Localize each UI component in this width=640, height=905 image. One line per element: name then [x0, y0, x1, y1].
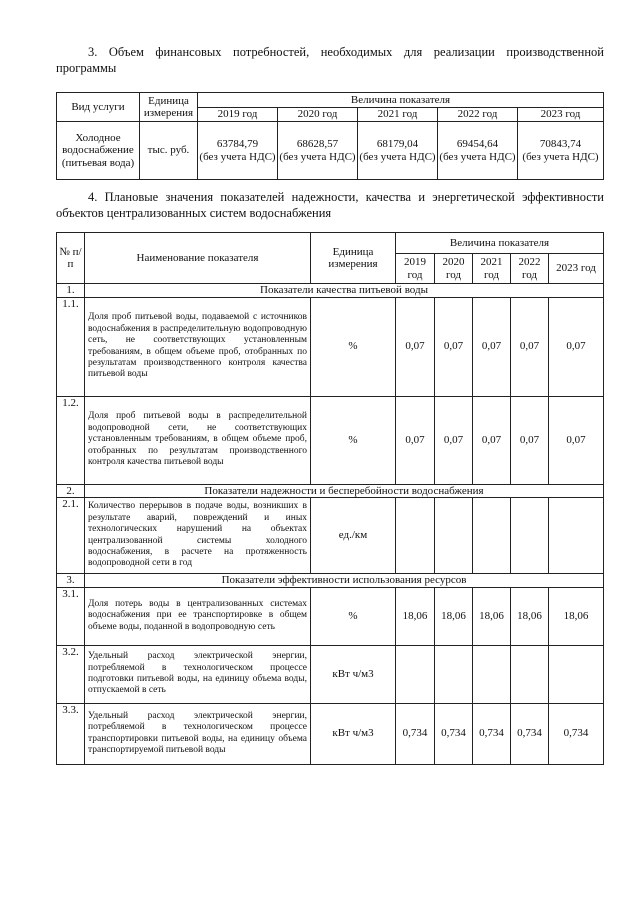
- header-year: 2023 год: [549, 254, 604, 284]
- header-year: 2020 год: [435, 254, 473, 284]
- indicator-value: 0,07: [511, 396, 549, 484]
- indicator-value: 18,06: [396, 587, 435, 645]
- indicator-value: [396, 498, 435, 574]
- row-num: 3.1.: [57, 587, 85, 645]
- indicator-value: [549, 498, 604, 574]
- group-title: Показатели надежности и бесперебойности водоснабжения: [85, 484, 604, 498]
- indicator-value: 0,07: [511, 297, 549, 396]
- section-4-heading: 4. Плановые значения показателей надежности, качества и энергетической эффективности объектов централизованных систем водоснабжения: [56, 190, 604, 220]
- indicator-value: [435, 645, 473, 703]
- row-num: 1.2.: [57, 396, 85, 484]
- header-year: 2019 год: [396, 254, 435, 284]
- row-num: 3.3.: [57, 703, 85, 764]
- row-num: 2.1.: [57, 498, 85, 574]
- service-name: Холодное водоснабжение (питьевая вода): [57, 122, 140, 180]
- indicator-value: 0,07: [473, 396, 511, 484]
- indicator-value: [511, 645, 549, 703]
- indicator-name: Удельный расход электрической энергии, потребляемой в технологическом процессе подготовки питьевой воды, на единицу объема воды, отпускаемой в сеть: [85, 645, 311, 703]
- indicator-value: 18,06: [511, 587, 549, 645]
- indicator-name: Доля проб питьевой воды, подаваемой с источников водоснабжения в распределительную водопроводную сеть, не соответствующих установленным требованиям, в общем объеме проб, отобранных по результатам производственного контроля качества питьевой воды: [85, 297, 311, 396]
- group-num: 1.: [57, 284, 85, 298]
- indicator-value: 18,06: [549, 587, 604, 645]
- indicator-value: [435, 498, 473, 574]
- header-year: 2021 год: [473, 254, 511, 284]
- indicator-value: [473, 645, 511, 703]
- unit-cell: тыс. руб.: [140, 122, 198, 180]
- header-year: 2021 год: [358, 108, 438, 122]
- row-num: 1.1.: [57, 297, 85, 396]
- header-year: 2022 год: [438, 108, 518, 122]
- header-name: Наименование показателя: [85, 233, 311, 284]
- indicator-value: 0,07: [435, 297, 473, 396]
- indicator-value: [473, 498, 511, 574]
- financial-needs-table: [56, 92, 604, 180]
- value-cell: 70843,74 (без учета НДС): [518, 122, 604, 180]
- indicator-name: Количество перерывов в подаче воды, возникших в результате аварий, повреждений и иных технологических нарушений на объектах централизованной системы холодного водоснабжения, в расчете на протяженность водопроводной сети в год: [85, 498, 311, 574]
- value-cell: 69454,64 (без учета НДС): [438, 122, 518, 180]
- header-value: Величина показателя: [198, 93, 604, 108]
- indicator-value: 18,06: [435, 587, 473, 645]
- header-service: Вид услуги: [57, 93, 140, 122]
- indicator-value: 0,734: [549, 703, 604, 764]
- row-num: 3.2.: [57, 645, 85, 703]
- header-value: Величина показателя: [396, 233, 604, 254]
- value-cell: 68628,57 (без учета НДС): [278, 122, 358, 180]
- header-unit: Единица измерения: [140, 93, 198, 122]
- value-cell: 68179,04 (без учета НДС): [358, 122, 438, 180]
- section-3-heading: 3. Объем финансовых потребностей, необходимых для реализации производственной программы: [56, 45, 604, 75]
- group-num: 3.: [57, 574, 85, 588]
- group-title: Показатели эффективности использования ресурсов: [85, 574, 604, 588]
- indicator-name: Доля потерь воды в централизованных системах водоснабжения при ее транспортировке в общем объеме воды, поданной в водопроводную сеть: [85, 587, 311, 645]
- indicators-table: [56, 232, 604, 765]
- group-title: Показатели качества питьевой воды: [85, 284, 604, 298]
- header-year: 2020 год: [278, 108, 358, 122]
- indicator-value: 0,07: [396, 297, 435, 396]
- indicator-value: 0,734: [435, 703, 473, 764]
- indicator-unit: ед./км: [311, 498, 396, 574]
- indicator-unit: %: [311, 297, 396, 396]
- indicator-value: 0,734: [473, 703, 511, 764]
- indicator-name: Удельный расход электрической энергии, потребляемой в технологическом процессе транспортировки питьевой воды, на единицу объема транспортируемой питьевой воды: [85, 703, 311, 764]
- group-num: 2.: [57, 484, 85, 498]
- indicator-unit: %: [311, 396, 396, 484]
- header-year: 2019 год: [198, 108, 278, 122]
- indicator-value: 0,07: [473, 297, 511, 396]
- header-unit: Единица измерения: [311, 233, 396, 284]
- indicator-unit: кВт ч/м3: [311, 645, 396, 703]
- indicator-value: 0,07: [549, 396, 604, 484]
- indicator-value: 0,07: [435, 396, 473, 484]
- indicator-value: [511, 498, 549, 574]
- indicator-value: 0,734: [396, 703, 435, 764]
- indicator-value: 0,07: [396, 396, 435, 484]
- header-year: 2022 год: [511, 254, 549, 284]
- indicator-value: [396, 645, 435, 703]
- indicator-value: 0,07: [549, 297, 604, 396]
- value-cell: 63784,79 (без учета НДС): [198, 122, 278, 180]
- indicator-value: 0,734: [511, 703, 549, 764]
- indicator-value: [549, 645, 604, 703]
- indicator-unit: %: [311, 587, 396, 645]
- header-num: № п/п: [57, 233, 85, 284]
- indicator-name: Доля проб питьевой воды в распределительной водопроводной сети, не соответствующих установленным требованиям, в общем объеме проб, отобранных по результатам производственного контроля качества питьевой воды: [85, 396, 311, 484]
- indicator-value: 18,06: [473, 587, 511, 645]
- header-year: 2023 год: [518, 108, 604, 122]
- indicator-unit: кВт ч/м3: [311, 703, 396, 764]
